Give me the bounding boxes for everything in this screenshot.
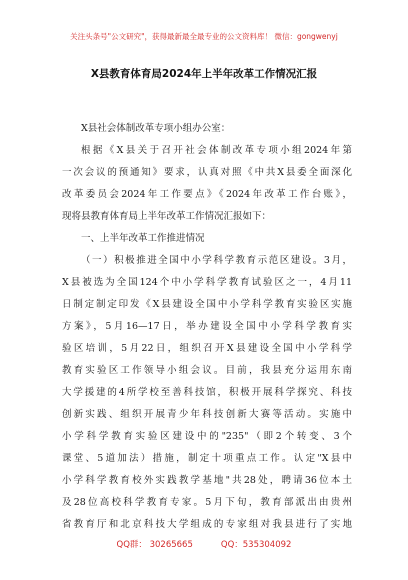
body-line: 课堂、5道加法）措施，制定十项重点工作。认定"X县中 (62, 453, 352, 464)
promo-banner: 关注头条号"公文研究"，获得最新最全最专业的公文资料库！ 微信：gongwenyj (70, 32, 338, 41)
document-title: X县教育体育局2024年上半年改革工作情况汇报 (90, 68, 318, 80)
body-line: （一）积极推进全国中小学科学教育示范区建设。3月， (81, 255, 352, 266)
body-line: 大学援建的4所学校至善科技馆，积极开展科学探究、科技 (62, 387, 352, 398)
salutation-line: X县社会体制改革专项小组办公室： (81, 123, 231, 134)
body-line: 教育实验区工作领导小组会议。目前，我县充分运用东南 (62, 365, 352, 376)
body-line: 小学科学教育实验区建设中的"235"（即2个转变、3个 (62, 431, 352, 442)
qq-group-text: QQ群： 30265665 (116, 540, 193, 550)
body-line: 及28位高校科学教育专家。5月下旬，教育部派出由贵州 (62, 497, 352, 508)
body-line: 现将县教育体育局上半年改革工作情况汇报如下： (62, 211, 272, 222)
body-line: 改革委员会2024年工作要点》《2024年改革工作台账》， (62, 189, 352, 200)
qq-contact-text: QQ：535304092 (220, 540, 292, 550)
contact-footer (0, 538, 408, 550)
body-line: 小学科学教育校外实践教学基地"共28处，聘请36位本土 (62, 475, 352, 486)
body-line: 创新实践、组织开展青少年科技创新大赛等活动。实施中 (62, 409, 352, 420)
body-line: 方案》，5月16—17日，举办建设全国中小学科学教育实 (62, 321, 352, 332)
body-line: 验区培训，5月22日，组织召开X县建设全国中小学科学 (62, 343, 352, 354)
body-line: 日制定制定印发《X县建设全国中小学科学教育实验区实施 (62, 299, 352, 310)
body-line: 省教育厅和北京科技大学组成的专家组对我县进行了实地 (62, 519, 352, 530)
body-line: X县被选为全国124个中小学科学教育试验区之一，4月11 (62, 277, 352, 288)
body-line: 一次会议的预通知》要求，认真对照《中共X县委全面深化 (62, 167, 352, 178)
section-heading: 一、上半年改革工作推进情况 (81, 233, 205, 244)
body-line: 根据《X县关于召开社会体制改革专项小组2024年第 (81, 145, 352, 156)
document-body (62, 118, 352, 536)
